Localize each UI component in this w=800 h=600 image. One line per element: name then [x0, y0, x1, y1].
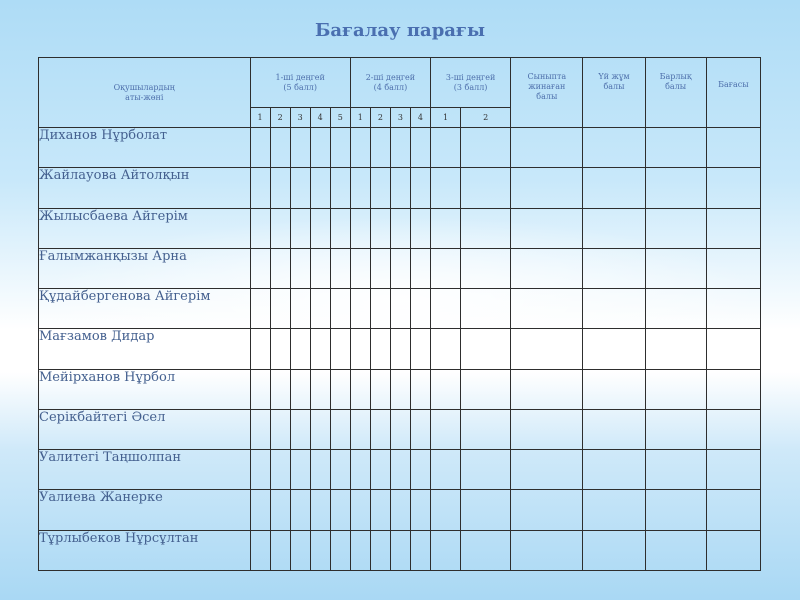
score-cell[interactable] [410, 208, 430, 248]
student-name: Диханов Нұрболат [39, 128, 251, 168]
score-cell[interactable] [645, 450, 706, 490]
table-row [39, 289, 761, 329]
score-cell[interactable] [583, 208, 645, 248]
score-cell[interactable] [431, 329, 461, 369]
score-cell[interactable] [431, 369, 461, 409]
score-cell[interactable] [330, 128, 350, 168]
subheader-number: 1 [431, 108, 461, 128]
score-cell[interactable] [706, 329, 760, 369]
score-cell[interactable] [290, 208, 310, 248]
score-cell[interactable] [290, 450, 310, 490]
score-cell[interactable] [270, 409, 290, 449]
student-name: Мағзамов Дидар [39, 329, 251, 369]
score-cell[interactable] [461, 168, 511, 208]
subheader-number: 1 [250, 108, 270, 128]
score-cell[interactable] [370, 530, 390, 570]
score-cell[interactable] [410, 450, 430, 490]
score-cell[interactable] [370, 208, 390, 248]
student-name: Ғалымжанқызы Арна [39, 248, 251, 288]
score-cell[interactable] [330, 490, 350, 530]
score-cell[interactable] [390, 530, 410, 570]
score-cell[interactable] [330, 369, 350, 409]
header-row [39, 58, 761, 108]
score-cell[interactable] [330, 289, 350, 329]
score-cell[interactable] [461, 409, 511, 449]
score-cell[interactable] [390, 490, 410, 530]
score-cell[interactable] [250, 490, 270, 530]
score-cell[interactable] [310, 450, 330, 490]
score-cell[interactable] [290, 530, 310, 570]
score-cell[interactable] [645, 168, 706, 208]
score-cell[interactable] [330, 329, 350, 369]
table-row [39, 369, 761, 409]
score-cell[interactable] [706, 168, 760, 208]
score-cell[interactable] [350, 369, 370, 409]
score-cell[interactable] [370, 409, 390, 449]
score-cell[interactable] [583, 490, 645, 530]
score-cell[interactable] [290, 168, 310, 208]
score-cell[interactable] [290, 289, 310, 329]
score-cell[interactable] [583, 530, 645, 570]
score-cell[interactable] [250, 168, 270, 208]
assessment-table [38, 57, 761, 571]
score-cell[interactable] [583, 450, 645, 490]
score-cell[interactable] [431, 450, 461, 490]
student-name: Тұрлыбеков Нұрсұлтан [39, 530, 251, 570]
score-cell[interactable] [431, 208, 461, 248]
header-level-3: 3-ші деңгей (3 балл) [431, 58, 511, 108]
score-cell[interactable] [250, 530, 270, 570]
table-row [39, 128, 761, 168]
score-cell[interactable] [250, 208, 270, 248]
score-cell[interactable] [410, 168, 430, 208]
table-row [39, 168, 761, 208]
score-cell[interactable] [645, 490, 706, 530]
score-cell[interactable] [583, 369, 645, 409]
score-cell[interactable] [583, 329, 645, 369]
header-student-name: Оқушылардың аты-жөні [39, 58, 251, 128]
score-cell[interactable] [350, 289, 370, 329]
score-cell[interactable] [461, 490, 511, 530]
score-cell[interactable] [511, 128, 583, 168]
score-cell[interactable] [350, 329, 370, 369]
table-row [39, 409, 761, 449]
score-cell[interactable] [511, 450, 583, 490]
score-cell[interactable] [250, 128, 270, 168]
student-name: Құдайбергенова Айгерім [39, 289, 251, 329]
score-cell[interactable] [706, 450, 760, 490]
score-cell[interactable] [645, 128, 706, 168]
page-title: Бағалау парағы [314, 20, 486, 41]
score-cell[interactable] [270, 450, 290, 490]
score-cell[interactable] [583, 248, 645, 288]
header-grade: Бағасы [706, 58, 760, 128]
score-cell[interactable] [390, 369, 410, 409]
score-cell[interactable] [390, 128, 410, 168]
score-cell[interactable] [583, 289, 645, 329]
table-row [39, 248, 761, 288]
subheader-number: 3 [290, 108, 310, 128]
score-cell[interactable] [390, 450, 410, 490]
score-cell[interactable] [270, 208, 290, 248]
subheader-number: 4 [410, 108, 430, 128]
score-cell[interactable] [511, 490, 583, 530]
score-cell[interactable] [431, 289, 461, 329]
score-cell[interactable] [645, 530, 706, 570]
student-name: Уалиева Жанерке [39, 490, 251, 530]
table-row [39, 329, 761, 369]
score-cell[interactable] [431, 530, 461, 570]
score-cell[interactable] [310, 248, 330, 288]
student-name: Жылысбаева Айгерім [39, 208, 251, 248]
score-cell[interactable] [370, 168, 390, 208]
score-cell[interactable] [310, 128, 330, 168]
score-cell[interactable] [511, 168, 583, 208]
score-cell[interactable] [250, 369, 270, 409]
table-row [39, 208, 761, 248]
score-cell[interactable] [310, 490, 330, 530]
score-cell[interactable] [370, 329, 390, 369]
score-cell[interactable] [461, 208, 511, 248]
score-cell[interactable] [511, 369, 583, 409]
score-cell[interactable] [645, 208, 706, 248]
score-cell[interactable] [330, 208, 350, 248]
header-homework-score: Үй жұм балы [583, 58, 645, 128]
score-cell[interactable] [645, 248, 706, 288]
score-cell[interactable] [390, 248, 410, 288]
score-cell[interactable] [431, 490, 461, 530]
score-cell[interactable] [390, 168, 410, 208]
subheader-number: 5 [330, 108, 350, 128]
table-row [39, 450, 761, 490]
score-cell[interactable] [706, 248, 760, 288]
score-cell[interactable] [330, 168, 350, 208]
subheader-number: 2 [270, 108, 290, 128]
score-cell[interactable] [706, 208, 760, 248]
score-cell[interactable] [410, 369, 430, 409]
score-cell[interactable] [645, 329, 706, 369]
score-cell[interactable] [706, 409, 760, 449]
score-cell[interactable] [250, 409, 270, 449]
score-cell[interactable] [350, 450, 370, 490]
score-cell[interactable] [370, 289, 390, 329]
score-cell[interactable] [410, 490, 430, 530]
score-cell[interactable] [410, 289, 430, 329]
score-cell[interactable] [410, 128, 430, 168]
score-cell[interactable] [350, 530, 370, 570]
score-cell[interactable] [390, 329, 410, 369]
score-cell[interactable] [370, 369, 390, 409]
score-cell[interactable] [290, 128, 310, 168]
subheader-number: 2 [370, 108, 390, 128]
score-cell[interactable] [350, 168, 370, 208]
score-cell[interactable] [370, 128, 390, 168]
score-cell[interactable] [290, 369, 310, 409]
score-cell[interactable] [310, 208, 330, 248]
score-cell[interactable] [583, 168, 645, 208]
score-cell[interactable] [270, 530, 290, 570]
student-name: Уалитегі Таңшолпан [39, 450, 251, 490]
score-cell[interactable] [290, 409, 310, 449]
score-cell[interactable] [310, 409, 330, 449]
score-cell[interactable] [583, 128, 645, 168]
score-cell[interactable] [461, 450, 511, 490]
score-cell[interactable] [410, 409, 430, 449]
score-cell[interactable] [250, 329, 270, 369]
score-cell[interactable] [350, 248, 370, 288]
score-cell[interactable] [461, 530, 511, 570]
score-cell[interactable] [410, 248, 430, 288]
subheader-number: 3 [390, 108, 410, 128]
score-cell[interactable] [250, 450, 270, 490]
score-cell[interactable] [350, 490, 370, 530]
score-cell[interactable] [290, 248, 310, 288]
score-cell[interactable] [706, 128, 760, 168]
score-cell[interactable] [645, 369, 706, 409]
header-class-score: Сыныпта жинаған балы [511, 58, 583, 128]
score-cell[interactable] [431, 168, 461, 208]
score-cell[interactable] [310, 289, 330, 329]
score-cell[interactable] [511, 530, 583, 570]
score-cell[interactable] [390, 208, 410, 248]
score-cell[interactable] [250, 289, 270, 329]
score-cell[interactable] [511, 329, 583, 369]
score-cell[interactable] [511, 248, 583, 288]
score-cell[interactable] [461, 248, 511, 288]
score-cell[interactable] [706, 530, 760, 570]
header-level-2: 2-ші деңгей (4 балл) [350, 58, 430, 108]
score-cell[interactable] [270, 248, 290, 288]
score-cell[interactable] [350, 409, 370, 449]
score-cell[interactable] [390, 289, 410, 329]
score-cell[interactable] [706, 289, 760, 329]
student-rows [39, 128, 761, 571]
table-row [39, 490, 761, 530]
score-cell[interactable] [310, 329, 330, 369]
score-cell[interactable] [706, 369, 760, 409]
subheader-number: 4 [310, 108, 330, 128]
score-cell[interactable] [350, 208, 370, 248]
score-cell[interactable] [370, 450, 390, 490]
subheader-number: 1 [350, 108, 370, 128]
score-cell[interactable] [431, 409, 461, 449]
score-cell[interactable] [461, 329, 511, 369]
score-cell[interactable] [706, 490, 760, 530]
score-cell[interactable] [410, 530, 430, 570]
score-cell[interactable] [370, 248, 390, 288]
score-cell[interactable] [330, 248, 350, 288]
score-cell[interactable] [511, 409, 583, 449]
score-cell[interactable] [511, 289, 583, 329]
score-cell[interactable] [431, 128, 461, 168]
header-level-1: 1-ші деңгей (5 балл) [250, 58, 350, 108]
subheader-number: 2 [461, 108, 511, 128]
score-cell[interactable] [310, 530, 330, 570]
score-cell[interactable] [330, 409, 350, 449]
score-cell[interactable] [310, 369, 330, 409]
score-cell[interactable] [461, 128, 511, 168]
score-cell[interactable] [270, 369, 290, 409]
score-cell[interactable] [370, 490, 390, 530]
score-cell[interactable] [270, 490, 290, 530]
table-row [39, 530, 761, 570]
score-cell[interactable] [645, 409, 706, 449]
score-cell[interactable] [350, 128, 370, 168]
score-cell[interactable] [431, 248, 461, 288]
score-cell[interactable] [270, 329, 290, 369]
score-cell[interactable] [410, 329, 430, 369]
student-name: Жайлауова Айтолқын [39, 168, 251, 208]
score-cell[interactable] [330, 450, 350, 490]
score-cell[interactable] [330, 530, 350, 570]
score-cell[interactable] [290, 329, 310, 369]
score-cell[interactable] [270, 168, 290, 208]
student-name: Мейірханов Нұрбол [39, 369, 251, 409]
score-cell[interactable] [461, 369, 511, 409]
score-cell[interactable] [250, 248, 270, 288]
score-cell[interactable] [645, 289, 706, 329]
score-cell[interactable] [511, 208, 583, 248]
score-cell[interactable] [290, 490, 310, 530]
score-cell[interactable] [583, 409, 645, 449]
student-name: Серікбайтегі Әсел [39, 409, 251, 449]
score-cell[interactable] [270, 289, 290, 329]
score-cell[interactable] [390, 409, 410, 449]
score-cell[interactable] [310, 168, 330, 208]
score-cell[interactable] [461, 289, 511, 329]
score-cell[interactable] [270, 128, 290, 168]
header-total-score: Барлық балы [645, 58, 706, 128]
